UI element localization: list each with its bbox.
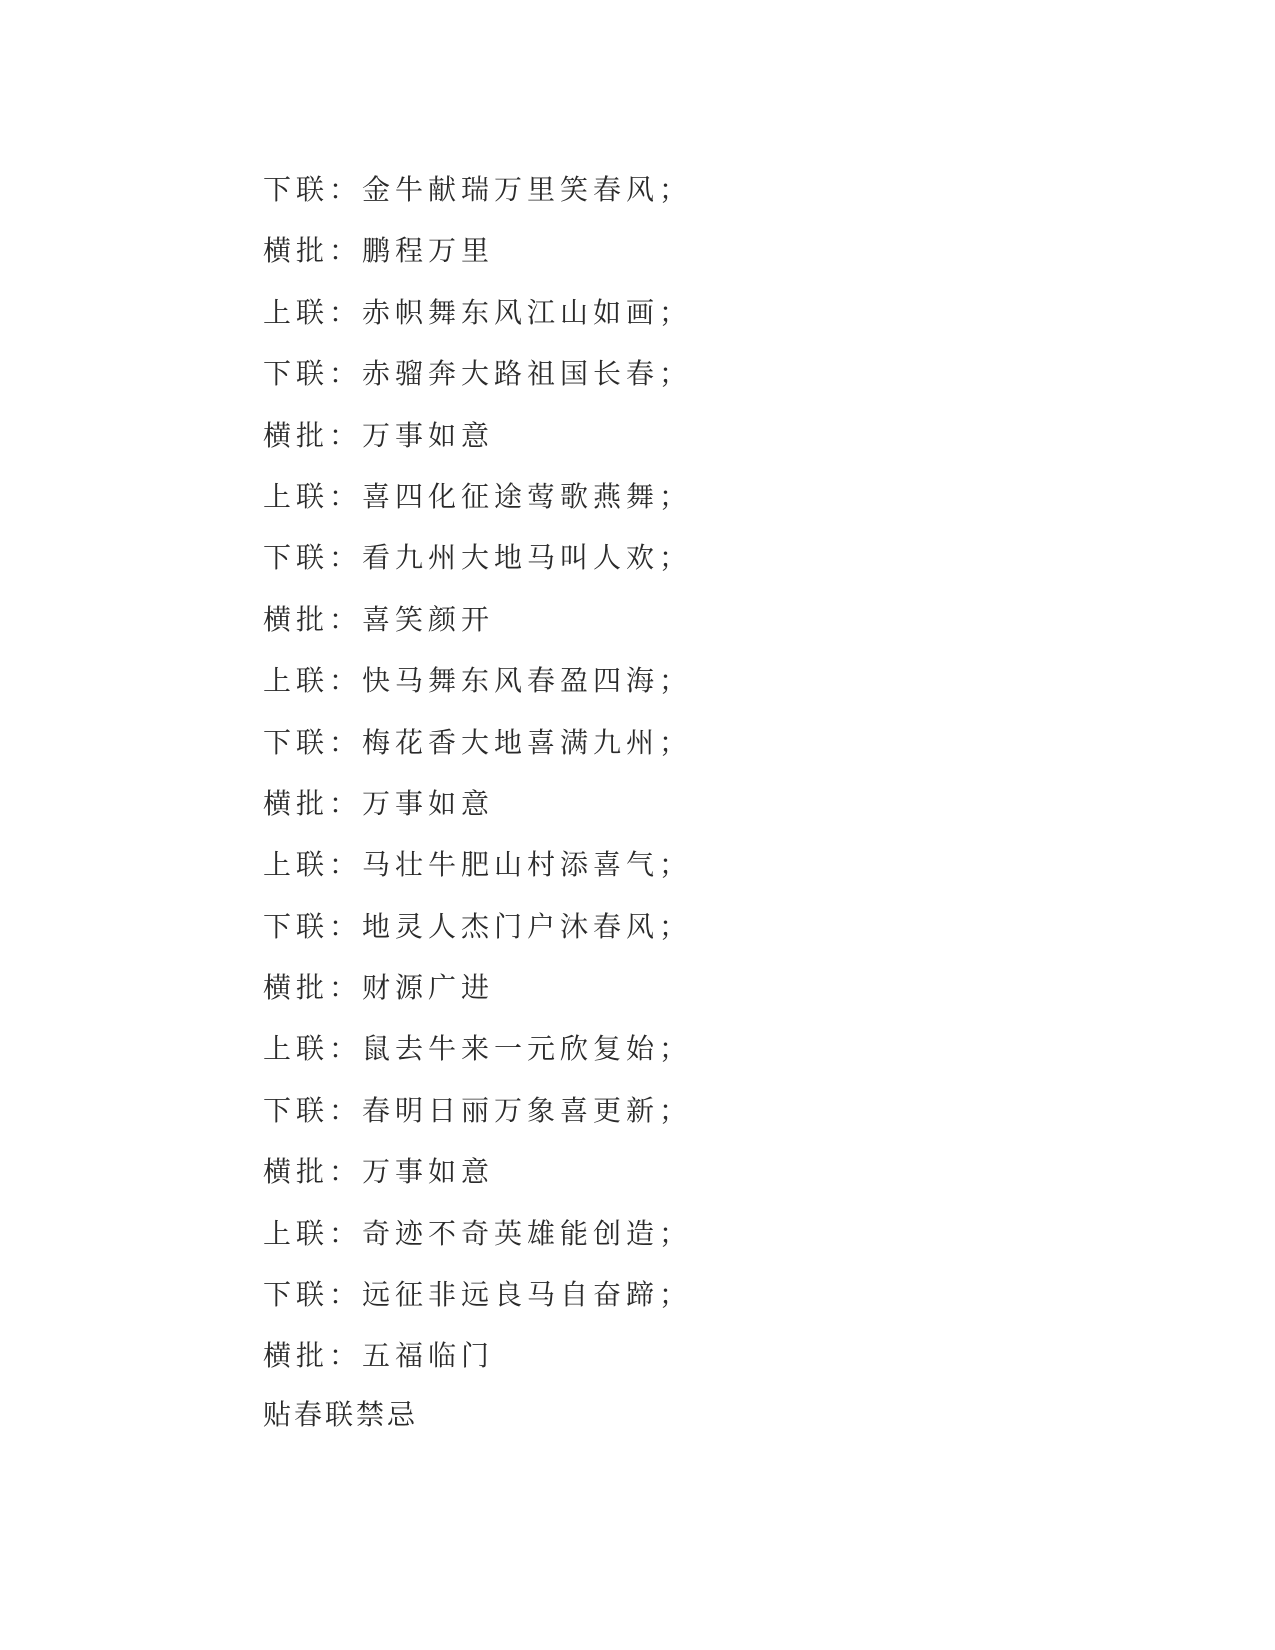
couplet-line xyxy=(263,223,692,284)
line-text: 地灵人杰门户沐春风； xyxy=(362,909,693,943)
couplet-line xyxy=(263,346,692,407)
line-label: 横批 xyxy=(263,786,330,820)
line-label: 下联 xyxy=(263,173,330,206)
line-label: 横批 xyxy=(263,1155,330,1189)
line-separator: ： xyxy=(329,1278,363,1312)
line-separator: ： xyxy=(329,234,363,268)
line-text: 远征非远良马自奋蹄； xyxy=(362,1278,693,1312)
line-label: 下联 xyxy=(263,909,330,943)
line-text: 鼠去牛来一元欣复始； xyxy=(362,1032,693,1066)
line-text: 赤骝奔大路祖国长春； xyxy=(362,357,693,391)
line-separator: ： xyxy=(329,602,363,636)
couplet-line xyxy=(263,1206,692,1267)
couplet-line xyxy=(263,285,692,346)
line-label: 上联 xyxy=(263,848,330,882)
line-text: 马壮牛肥山村添喜气； xyxy=(362,848,693,882)
line-text: 赤帜舞东风江山如画； xyxy=(362,295,693,329)
line-text: 万事如意 xyxy=(362,418,495,452)
line-text: 喜四化征途莺歌燕舞； xyxy=(362,479,693,513)
couplet-list xyxy=(263,162,692,1390)
line-separator: ： xyxy=(329,295,363,329)
line-separator: ： xyxy=(329,664,363,698)
line-separator: ： xyxy=(329,1155,363,1189)
line-separator: ： xyxy=(329,786,363,820)
line-separator: ： xyxy=(329,1032,363,1066)
couplet-line xyxy=(263,715,692,776)
couplet-line xyxy=(263,653,692,714)
line-text: 万事如意 xyxy=(362,1155,495,1189)
couplet-line xyxy=(263,162,692,223)
line-label: 下联 xyxy=(263,357,330,391)
line-label: 上联 xyxy=(263,295,330,329)
line-separator: ： xyxy=(329,971,363,1005)
line-label: 上联 xyxy=(263,1032,330,1066)
line-label: 下联 xyxy=(263,725,330,759)
line-separator: ： xyxy=(329,725,363,759)
couplet-line xyxy=(263,592,692,653)
line-separator: ： xyxy=(329,848,363,882)
line-separator: ： xyxy=(329,1093,363,1127)
line-separator: ： xyxy=(329,1216,363,1250)
couplet-line xyxy=(263,530,692,591)
line-label: 上联 xyxy=(263,1216,330,1250)
line-label: 下联 xyxy=(263,1278,330,1312)
line-separator: ： xyxy=(329,1339,363,1373)
line-separator: ： xyxy=(329,909,363,943)
couplet-line xyxy=(263,1144,692,1205)
couplet-line xyxy=(263,408,692,469)
couplet-line xyxy=(263,899,692,960)
couplet-line xyxy=(263,960,692,1021)
line-text: 鹏程万里 xyxy=(362,234,495,268)
couplet-line xyxy=(263,469,692,530)
line-text: 梅花香大地喜满九州； xyxy=(362,725,693,759)
line-label: 横批 xyxy=(263,418,330,452)
line-label: 下联 xyxy=(263,1093,330,1127)
line-label: 横批 xyxy=(263,602,330,636)
line-separator: ： xyxy=(329,541,363,575)
line-text: 快马舞东风春盈四海； xyxy=(362,664,693,698)
line-label: 横批 xyxy=(263,234,330,268)
line-separator: ： xyxy=(329,357,363,391)
line-text: 万事如意 xyxy=(362,786,495,820)
line-separator: ： xyxy=(329,418,363,452)
line-text: 五福临门 xyxy=(362,1339,495,1373)
couplet-line xyxy=(263,776,692,837)
couplet-line xyxy=(263,1267,692,1328)
line-label: 上联 xyxy=(263,664,330,698)
section-heading: 贴春联禁忌 xyxy=(263,1398,419,1431)
line-label: 上联 xyxy=(263,479,330,513)
line-text: 春明日丽万象喜更新； xyxy=(362,1093,693,1127)
line-text: 看九州大地马叫人欢； xyxy=(362,541,693,575)
line-label: 横批 xyxy=(263,971,330,1005)
line-text: 财源广进 xyxy=(362,971,495,1005)
line-separator: ： xyxy=(329,173,363,206)
couplet-line xyxy=(263,1083,692,1144)
line-text: 喜笑颜开 xyxy=(362,602,495,636)
line-text: 金牛献瑞万里笑春风； xyxy=(362,173,693,206)
couplet-line xyxy=(263,1328,692,1389)
line-label: 下联 xyxy=(263,541,330,575)
couplet-line xyxy=(263,1021,692,1082)
line-text: 奇迹不奇英雄能创造； xyxy=(362,1216,693,1250)
line-label: 横批 xyxy=(263,1339,330,1373)
couplet-line xyxy=(263,837,692,898)
line-separator: ： xyxy=(329,479,363,513)
